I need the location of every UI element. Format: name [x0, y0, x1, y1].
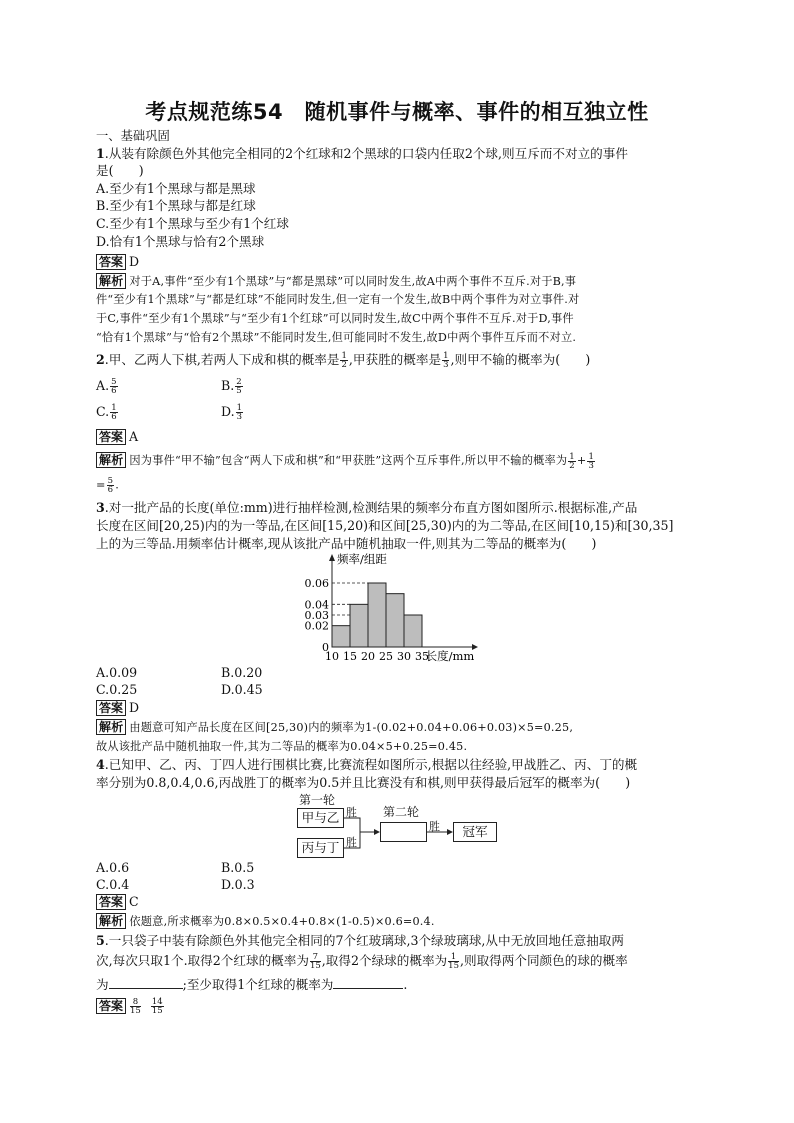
q1-answer: [96, 254, 139, 270]
answer-tag: 答案: [96, 700, 126, 716]
flow-win-label-3: 胜: [429, 820, 440, 833]
q2-explain-line2: = $\frac{5}{6}$ .: [96, 476, 119, 495]
section-heading: 一、基础巩固: [96, 129, 170, 143]
q1-explain-line3: 于C,事件“至少有1个黑球”与“至少有1个红球”可以同时发生,故C中两个事件不互斥.对于D,事件: [96, 312, 574, 325]
answer-tag: 答案: [96, 429, 126, 445]
q5-answer-frac-2: $\frac{14}{15}$: [151, 997, 163, 1016]
q3-stem-line2: 长度在区间[20,25)内的为一等品,在区间[15,20)和区间[25,30)内的为二等品,在区间[10,15)和[30,35]: [96, 518, 674, 533]
q4-option-c: C.0.4: [96, 877, 130, 892]
q2-option-a: A. $\frac{5}{6}$: [96, 377, 117, 396]
q3-stem-line3: 上的为三等品.用频率估计概率,现从该批产品中随机抽取一件,则其为二等品的概率为( ): [96, 536, 597, 551]
frequency-histogram: [290, 552, 490, 666]
q2-answer-value: A: [129, 429, 139, 444]
y-tick-label: 0.03: [304, 609, 329, 622]
q2-stem-a: .甲、乙两人下棋,若两人下成和棋的概率是: [104, 352, 340, 367]
q3-option-a: A.0.09: [96, 665, 138, 680]
flow-win-label-1: 胜: [346, 806, 357, 819]
q3-option-d: D.0.45: [221, 682, 263, 697]
q3-stem-line1: 3.对一批产品的长度(单位:mm)进行抽样检测,检测结果的频率分布直方图如图所示.根据标准,产品: [96, 500, 638, 515]
x-tick-label: 20: [361, 650, 375, 663]
histogram-bar: [404, 615, 422, 647]
flow-bracket: [343, 818, 360, 848]
q2-stem-b: ,甲获胜的概率是: [348, 352, 442, 367]
x-tick-label: 30: [397, 650, 411, 663]
q1-stem-line1: [96, 146, 628, 162]
explain-tag: 解析: [96, 452, 126, 468]
q1-answer-value: D: [129, 254, 140, 269]
flow-win-label-2: 胜: [346, 836, 357, 849]
q1-explain-text: 对于A,事件“至少有1个黑球”与“都是黑球”可以同时发生,故A中两个事件不互斥.对于B,事: [129, 275, 577, 288]
q2-option-c: C. $\frac{1}{6}$: [96, 403, 117, 422]
q4-option-d: D.0.3: [221, 877, 255, 892]
x-tick-label: 35: [415, 650, 429, 663]
q3-answer-value: D: [129, 700, 140, 715]
y-tick-label: 0.04: [304, 598, 329, 612]
flow-connectors: [340, 810, 460, 860]
q2-stem: [96, 352, 590, 369]
q5-answer-frac-1: $\frac{8}{15}$: [130, 997, 141, 1016]
flow-box-pair2: 丙与丁: [297, 838, 344, 858]
answer-tag: 答案: [96, 894, 126, 910]
explain-tag: 解析: [96, 913, 126, 929]
q2-fraction-tie: $\frac{1}{2}$: [341, 351, 347, 370]
q1-option-d: D.恰有1个黑球与恰有2个黑球: [96, 234, 265, 249]
x-tick-label: 15: [343, 650, 357, 663]
q4-stem-line2: 率分别为0.8,0.4,0.6,丙战胜丁的概率为0.5并且比赛没有和棋,则甲获得最后冠军的概率为( ): [96, 775, 631, 790]
q2-option-d: D. $\frac{1}{3}$: [221, 403, 243, 422]
q3-option-c: C.0.25: [96, 682, 138, 697]
q4-answer-value: C: [129, 894, 139, 909]
histogram-bar: [386, 594, 404, 647]
x-axis-label: 长度/mm: [425, 649, 475, 663]
y-axis-label: 频率/组距: [337, 552, 387, 566]
q5-answer: [96, 998, 165, 1015]
q5-stem-line1: 5.一只袋子中装有除颜色外其他完全相同的7个红玻璃球,3个绿玻璃球,从中无放回地任意抽取两: [96, 933, 624, 948]
q2-explain-text: 因为事件“甲不输”包含“两人下成和棋”和“甲获胜”这两个互斥事件,所以甲不输的概率为: [129, 454, 568, 467]
q4-option-b: B.0.5: [221, 860, 255, 875]
q1-stem-line2: 是( ): [96, 163, 144, 178]
q2-fraction-win: $\frac{1}{3}$: [443, 351, 449, 370]
q1-explain-line4: “恰有1个黑球”与“恰有2个黑球”不能同时发生,但可能同时不发生,故D中两个事件互斥而不对立.: [96, 331, 577, 344]
histogram-bar: [368, 583, 386, 647]
q2-option-b: B. $\frac{2}{5}$: [221, 377, 242, 396]
q5-stem-line3: 为 ;至少取得1个红球的概率为 .: [96, 977, 408, 992]
q1-explain-line1: [96, 273, 576, 290]
x-tick-label: 10: [325, 650, 339, 663]
explain-tag: 解析: [96, 273, 126, 289]
q3-number: 3: [96, 500, 105, 515]
q3-explain-line2: 故从该批产品中随机抽取一件,其为二等品的概率为0.04×5+0.25=0.45.: [96, 740, 468, 753]
q1-stem-text: .从装有除颜色外其他完全相同的2个红球和2个黑球的口袋内任取2个球,则互斥而不对立的事件: [104, 146, 628, 161]
flow-box-pair1: 甲与乙: [297, 808, 344, 828]
q2-answer: [96, 429, 138, 445]
q2-explain-line1: 解析 因为事件“甲不输”包含“两人下成和棋”和“甲获胜”这两个互斥事件,所以甲不输的概率为 $\frac{1}{2}$ + $\frac{1}{3}$: [96, 452, 596, 470]
q2-stem-c: ,则甲不输的概率为( ): [450, 352, 591, 367]
q4-number: 4: [96, 757, 105, 772]
q4-explain: 解析 依题意,所求概率为0.8×0.5×0.4+0.8×(1-0.5)×0.6=0.4.: [96, 913, 435, 930]
histogram-bar: [350, 604, 368, 647]
q4-answer: [96, 894, 139, 910]
q3-explain-line1: 解析 由题意可知产品长度在区间[25,30)内的频率为1-(0.02+0.04+0.06+0.03)×5=0.25,: [96, 719, 573, 736]
answer-tag: 答案: [96, 998, 126, 1014]
flow-box-champion: 冠军: [453, 822, 497, 842]
page-title: 考点规范练54 随机事件与概率、事件的相互独立性: [145, 100, 649, 124]
q1-option-c: C.至少有1个黑球与至少有1个红球: [96, 216, 289, 231]
q1-number: 1: [96, 146, 105, 161]
q4-stem-line1: 4.已知甲、乙、丙、丁四人进行围棋比赛,比赛流程如图所示,根据以往经验,甲战胜乙、丙、丁的概: [96, 757, 638, 772]
x-tick-label: 25: [379, 650, 393, 663]
histogram-bar: [332, 626, 350, 647]
flow-round2-label: 第二轮: [383, 805, 420, 819]
y-tick-label: 0.06: [304, 577, 329, 590]
q4-option-a: A.0.6: [96, 860, 130, 875]
answer-tag: 答案: [96, 254, 126, 270]
y-axis-arrow: [329, 554, 335, 561]
explain-tag: 解析: [96, 719, 126, 735]
flow-round1-label: 第一轮: [299, 793, 336, 807]
q3-answer: [96, 700, 139, 716]
y-tick-label: 0: [322, 641, 329, 654]
y-tick-label: 0.02: [304, 619, 329, 633]
q5-number: 5: [96, 933, 105, 948]
q1-option-a: A.至少有1个黑球与都是黑球: [96, 181, 256, 196]
q1-option-b: B.至少有1个黑球与都是红球: [96, 198, 256, 213]
q3-option-b: B.0.20: [221, 665, 263, 680]
q5-stem-line2: 次,每次只取1个.取得2个红球的概率为 $\frac{7}{15}$ ,取得2个绿球的概率为 $\frac{1}{15}$ ,则取得两个同颜色的球的概率: [96, 952, 628, 971]
q5-blank-1[interactable]: [109, 976, 183, 989]
q1-explain-line2: 件“至少有1个黑球”与“都是红球”不能同时发生,但一定有一个发生,故B中两个事件为对立事件.对: [96, 293, 580, 306]
q5-blank-2[interactable]: [333, 976, 403, 989]
q2-number: 2: [96, 352, 105, 367]
